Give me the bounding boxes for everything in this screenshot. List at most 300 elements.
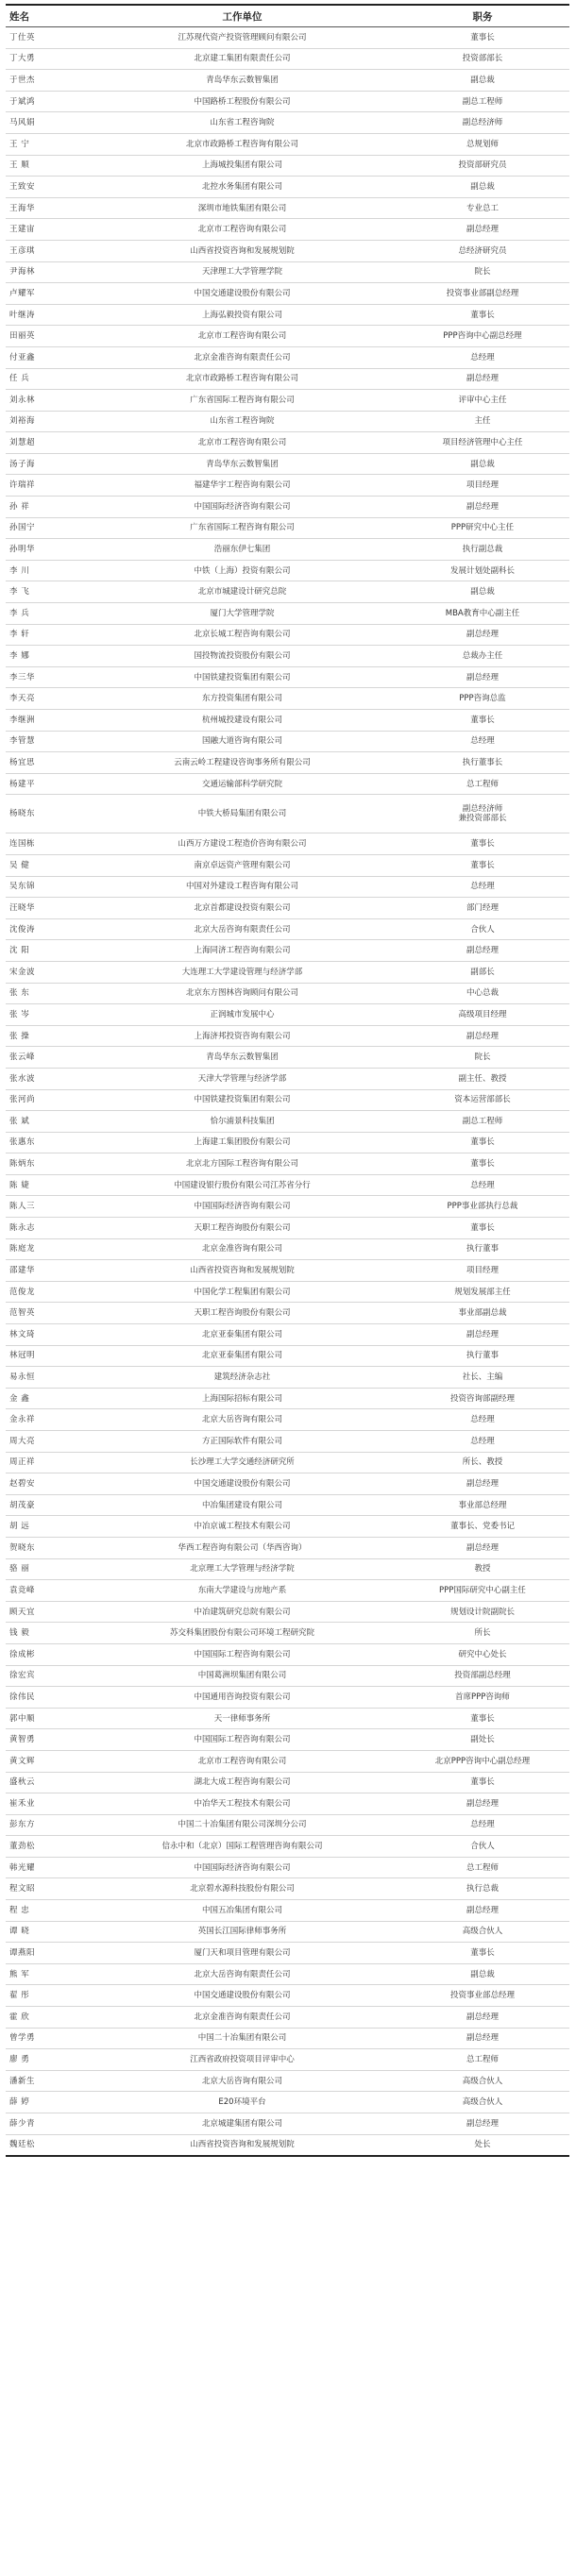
cell-title: 总经理 xyxy=(396,346,569,368)
cell-title: 董事长 xyxy=(396,833,569,855)
cell-unit: 中国国际工程咨询有限公司 xyxy=(89,1729,396,1751)
cell-title: 处长 xyxy=(396,2134,569,2156)
cell-name: 赵碧安 xyxy=(6,1473,89,1495)
cell-title: 投资部副总经理 xyxy=(396,1665,569,1687)
cell-name: 陈永志 xyxy=(6,1218,89,1239)
table-row xyxy=(6,1558,569,1580)
cell-name: 袁竞峰 xyxy=(6,1580,89,1602)
cell-name: 汤子海 xyxy=(6,453,89,475)
cell-name: 周正祥 xyxy=(6,1452,89,1473)
cell-title: 项目经济管理中心主任 xyxy=(396,432,569,454)
cell-unit: 北京金准咨询有限责任公司 xyxy=(89,2007,396,2029)
cell-title: 北京PPP咨询中心副总经理 xyxy=(396,1750,569,1772)
cell-unit: 中国五冶集团有限公司 xyxy=(89,1900,396,1922)
cell-unit: 山东省工程咨询院 xyxy=(89,411,396,432)
cell-name: 韩光耀 xyxy=(6,1857,89,1878)
cell-title: PPP国际研究中心副主任 xyxy=(396,1580,569,1602)
cell-title: 研究中心处长 xyxy=(396,1643,569,1665)
cell-title: 院长 xyxy=(396,261,569,283)
cell-unit: 北京长城工程咨询有限公司 xyxy=(89,624,396,646)
cell-title: 执行董事长 xyxy=(396,752,569,774)
cell-name: 任 兵 xyxy=(6,368,89,390)
cell-name: 叶继涛 xyxy=(6,304,89,326)
cell-title: 所长 xyxy=(396,1623,569,1644)
table-row xyxy=(6,1218,569,1239)
cell-unit: 大连理工大学建设管理与经济学部 xyxy=(89,961,396,983)
table-row xyxy=(6,1004,569,1026)
table-row xyxy=(6,1921,569,1943)
cell-unit: 交通运输部科学研究院 xyxy=(89,773,396,795)
cell-unit: E20环境平台 xyxy=(89,2092,396,2113)
cell-unit: 北京大岳咨询有限责任公司 xyxy=(89,918,396,940)
cell-title: 总工程师 xyxy=(396,2049,569,2071)
cell-name: 崔禾业 xyxy=(6,1793,89,1815)
cell-name: 刘裕海 xyxy=(6,411,89,432)
table-row xyxy=(6,1281,569,1303)
cell-unit: 北京建工集团有限责任公司 xyxy=(89,48,396,70)
cell-unit: 华西工程咨询有限公司（华西咨询） xyxy=(89,1537,396,1558)
cell-title: 总经理 xyxy=(396,1431,569,1453)
table-row xyxy=(6,1793,569,1815)
cell-unit: 广东省国际工程咨询有限公司 xyxy=(89,390,396,412)
table-row xyxy=(6,854,569,876)
table-row xyxy=(6,91,569,112)
cell-title: 高级合伙人 xyxy=(396,2092,569,2113)
cell-name: 于世杰 xyxy=(6,70,89,92)
cell-name: 沈俊涛 xyxy=(6,918,89,940)
table-row xyxy=(6,833,569,855)
cell-unit: 山西省投资咨询和发展规划院 xyxy=(89,240,396,261)
cell-unit: 厦门天和项目管理有限公司 xyxy=(89,1943,396,1964)
cell-name: 骆 丽 xyxy=(6,1558,89,1580)
table-row xyxy=(6,261,569,283)
cell-title: 总工程师 xyxy=(396,1857,569,1878)
cell-name: 许瑞祥 xyxy=(6,475,89,497)
cell-title: 副总经理 xyxy=(396,368,569,390)
cell-title: 高级合伙人 xyxy=(396,1921,569,1943)
cell-title: 部门经理 xyxy=(396,898,569,919)
cell-unit: 北京碧水源科技股份有限公司 xyxy=(89,1878,396,1900)
cell-unit: 福建华宇工程咨询有限公司 xyxy=(89,475,396,497)
cell-name: 钱 毅 xyxy=(6,1623,89,1644)
cell-unit: 国融大道咨询有限公司 xyxy=(89,731,396,752)
cell-title: 院长 xyxy=(396,1047,569,1069)
cell-name: 连国栋 xyxy=(6,833,89,855)
table-row xyxy=(6,2070,569,2092)
cell-title: 副总经理 xyxy=(396,1900,569,1922)
cell-title: 事业部副总裁 xyxy=(396,1303,569,1324)
table-row xyxy=(6,155,569,177)
table-row xyxy=(6,1985,569,2007)
cell-name: 盛秋云 xyxy=(6,1772,89,1793)
cell-name: 孙国宁 xyxy=(6,517,89,539)
cell-unit: 北京市城建设计研究总院 xyxy=(89,581,396,603)
cell-unit: 湖北大成工程咨询有限公司 xyxy=(89,1772,396,1793)
table-row xyxy=(6,1452,569,1473)
cell-title: 总经理 xyxy=(396,1409,569,1431)
cell-name: 田丽英 xyxy=(6,326,89,347)
cell-unit: 中铁大桥局集团有限公司 xyxy=(89,795,396,833)
cell-unit: 建筑经济杂志社 xyxy=(89,1367,396,1389)
table-row xyxy=(6,346,569,368)
table-row xyxy=(6,940,569,962)
cell-unit: 上海济邦投资咨询有限公司 xyxy=(89,1025,396,1047)
table-row xyxy=(6,1345,569,1367)
cell-unit: 浩丽东伊七集团 xyxy=(89,539,396,561)
cell-title: MBA教育中心副主任 xyxy=(396,603,569,625)
cell-name: 郭中顺 xyxy=(6,1708,89,1729)
cell-unit: 北京市工程咨询有限公司 xyxy=(89,219,396,241)
table-row xyxy=(6,1111,569,1133)
cell-title: 总规划师 xyxy=(396,133,569,155)
cell-name: 翟 彤 xyxy=(6,1985,89,2007)
cell-unit: 恰尔浦景科技集团 xyxy=(89,1111,396,1133)
cell-name: 张 东 xyxy=(6,983,89,1004)
table-row xyxy=(6,1643,569,1665)
cell-unit: 山西省投资咨询和发展规划院 xyxy=(89,1260,396,1282)
cell-name: 潘新生 xyxy=(6,2070,89,2092)
cell-name: 马风娟 xyxy=(6,112,89,134)
cell-name: 刘慧超 xyxy=(6,432,89,454)
cell-title: 副总裁 xyxy=(396,177,569,198)
cell-name: 卢耀军 xyxy=(6,283,89,305)
cell-name: 胡 远 xyxy=(6,1516,89,1538)
table-row xyxy=(6,710,569,732)
cell-name: 李三华 xyxy=(6,666,89,688)
cell-unit: 中国二十冶集团有限公司 xyxy=(89,2028,396,2049)
cell-title: 董事长 xyxy=(396,1708,569,1729)
table-row xyxy=(6,1836,569,1858)
table-row xyxy=(6,432,569,454)
cell-title: 投资事业部总经理 xyxy=(396,1985,569,2007)
cell-name: 谭燕阳 xyxy=(6,1943,89,1964)
cell-name: 宋金波 xyxy=(6,961,89,983)
cell-unit: 中冶华天工程技术有限公司 xyxy=(89,1793,396,1815)
cell-unit: 青岛华东云数智集团 xyxy=(89,453,396,475)
table-header xyxy=(6,5,569,27)
table-row xyxy=(6,1494,569,1516)
cell-unit: 中国化学工程集团有限公司 xyxy=(89,1281,396,1303)
table-row xyxy=(6,1729,569,1751)
cell-name: 顾天宜 xyxy=(6,1601,89,1623)
cell-name: 陈人三 xyxy=(6,1196,89,1218)
table-row xyxy=(6,1814,569,1836)
cell-unit: 中国交通建设股份有限公司 xyxy=(89,283,396,305)
cell-name: 王海华 xyxy=(6,197,89,219)
cell-name: 尹海林 xyxy=(6,261,89,283)
cell-unit: 北京北方国际工程咨询有限公司 xyxy=(89,1153,396,1175)
cell-name: 李 飞 xyxy=(6,581,89,603)
cell-title: 合伙人 xyxy=(396,918,569,940)
cell-name: 贺晓东 xyxy=(6,1537,89,1558)
table-row xyxy=(6,1857,569,1878)
cell-title: 副总经济师 xyxy=(396,112,569,134)
cell-unit: 中冶京诚工程技术有限公司 xyxy=(89,1516,396,1538)
header-row xyxy=(6,5,569,27)
cell-title: 资本运营部部长 xyxy=(396,1089,569,1111)
cell-unit: 天津理工大学管理学院 xyxy=(89,261,396,283)
table-row xyxy=(6,752,569,774)
cell-name: 杨晓东 xyxy=(6,795,89,833)
cell-title: 高级项目经理 xyxy=(396,1004,569,1026)
cell-title: 副总经理 xyxy=(396,2028,569,2049)
table-row xyxy=(6,2134,569,2156)
cell-unit: 北京东方图林咨询顾问有限公司 xyxy=(89,983,396,1004)
table-row xyxy=(6,983,569,1004)
cell-title: 董事长 xyxy=(396,304,569,326)
cell-unit: 天津大学管理与经济学部 xyxy=(89,1068,396,1089)
cell-title: 总经理 xyxy=(396,1174,569,1196)
cell-title: 副总经理 xyxy=(396,2113,569,2135)
cell-name: 李 娜 xyxy=(6,646,89,667)
cell-unit: 中国国际经济咨询有限公司 xyxy=(89,497,396,518)
cell-name: 李管慧 xyxy=(6,731,89,752)
cell-title: 专业总工 xyxy=(396,197,569,219)
cell-title: 副总经理 xyxy=(396,1025,569,1047)
cell-name: 丁大勇 xyxy=(6,48,89,70)
cell-name: 刘永林 xyxy=(6,390,89,412)
cell-unit: 北京首都建设投资有限公司 xyxy=(89,898,396,919)
cell-title: 执行总裁 xyxy=(396,1878,569,1900)
cell-name: 易永恒 xyxy=(6,1367,89,1389)
cell-name: 董劲松 xyxy=(6,1836,89,1858)
table-row xyxy=(6,795,569,833)
table-row xyxy=(6,1409,569,1431)
cell-unit: 上海国际招标有限公司 xyxy=(89,1388,396,1409)
cell-title: 副总工程师 xyxy=(396,91,569,112)
table-row xyxy=(6,27,569,49)
cell-unit: 北京亚泰集团有限公司 xyxy=(89,1324,396,1346)
cell-unit: 苏交科集团股份有限公司环境工程研究院 xyxy=(89,1623,396,1644)
table-row xyxy=(6,1537,569,1558)
cell-title: 执行董事 xyxy=(396,1238,569,1260)
cell-title: PPP事业部执行总裁 xyxy=(396,1196,569,1218)
cell-unit: 中国通用咨询投资有限公司 xyxy=(89,1687,396,1709)
cell-name: 徐伟民 xyxy=(6,1687,89,1709)
cell-name: 王致安 xyxy=(6,177,89,198)
cell-unit: 北控水务集团有限公司 xyxy=(89,177,396,198)
cell-unit: 天职工程咨询股份有限公司 xyxy=(89,1303,396,1324)
cell-title: 评审中心主任 xyxy=(396,390,569,412)
table-row xyxy=(6,2092,569,2113)
cell-name: 李 川 xyxy=(6,560,89,581)
table-row xyxy=(6,1260,569,1282)
cell-name: 吴东锦 xyxy=(6,876,89,898)
table-row xyxy=(6,497,569,518)
cell-unit: 国投物流投资股份有限公司 xyxy=(89,646,396,667)
table-row xyxy=(6,1623,569,1644)
table-row xyxy=(6,1516,569,1538)
cell-name: 薛 婷 xyxy=(6,2092,89,2113)
header-name: 姓名 xyxy=(6,5,89,27)
table-row xyxy=(6,731,569,752)
table-row xyxy=(6,48,569,70)
table-row xyxy=(6,581,569,603)
cell-title: 中心总裁 xyxy=(396,983,569,1004)
cell-name: 杨宜思 xyxy=(6,752,89,774)
cell-unit: 上海建工集团股份有限公司 xyxy=(89,1132,396,1153)
cell-name: 李 轩 xyxy=(6,624,89,646)
table-row xyxy=(6,112,569,134)
table-row xyxy=(6,1367,569,1389)
cell-name: 陈炳东 xyxy=(6,1153,89,1175)
cell-title: 董事长 xyxy=(396,1943,569,1964)
cell-unit: 长沙理工大学交通经济研究所 xyxy=(89,1452,396,1473)
cell-unit: 中冶集团建设有限公司 xyxy=(89,1494,396,1516)
cell-unit: 上海城投集团有限公司 xyxy=(89,155,396,177)
cell-unit: 正润城市发展中心 xyxy=(89,1004,396,1026)
cell-name: 张 岑 xyxy=(6,1004,89,1026)
cell-title: 所长、教授 xyxy=(396,1452,569,1473)
cell-unit: 山西万方建设工程造价咨询有限公司 xyxy=(89,833,396,855)
table-row xyxy=(6,539,569,561)
cell-name: 谭 晓 xyxy=(6,1921,89,1943)
cell-unit: 中国国际经济咨询有限公司 xyxy=(89,1857,396,1878)
cell-unit: 北京市政路桥工程咨询有限公司 xyxy=(89,133,396,155)
table-row xyxy=(6,1963,569,1985)
cell-unit: 中国国际经济咨询有限公司 xyxy=(89,1196,396,1218)
cell-name: 周大亮 xyxy=(6,1431,89,1453)
cell-name: 陈庭龙 xyxy=(6,1238,89,1260)
table-row xyxy=(6,240,569,261)
cell-name: 王建宙 xyxy=(6,219,89,241)
cell-name: 孙明华 xyxy=(6,539,89,561)
cell-name: 张云峰 xyxy=(6,1047,89,1069)
cell-unit: 上海弘毅投资有限公司 xyxy=(89,304,396,326)
cell-unit: 青岛华东云数智集团 xyxy=(89,70,396,92)
cell-title: 总经理 xyxy=(396,1814,569,1836)
table-row xyxy=(6,1580,569,1602)
cell-name: 张河尚 xyxy=(6,1089,89,1111)
cell-unit: 北京大岳咨询有限公司 xyxy=(89,1409,396,1431)
cell-title: 总经济研究员 xyxy=(396,240,569,261)
table-row xyxy=(6,1687,569,1709)
cell-unit: 东方投资集团有限公司 xyxy=(89,688,396,710)
cell-unit: 杭州城投建设有限公司 xyxy=(89,710,396,732)
table-row xyxy=(6,517,569,539)
cell-title: 社长、主编 xyxy=(396,1367,569,1389)
cell-title: 副总经理 xyxy=(396,1537,569,1558)
cell-name: 于斌鸿 xyxy=(6,91,89,112)
cell-unit: 中国路桥工程股份有限公司 xyxy=(89,91,396,112)
table-row xyxy=(6,876,569,898)
cell-unit: 南京卓远资产管理有限公司 xyxy=(89,854,396,876)
table-row xyxy=(6,666,569,688)
cell-title: 副总裁 xyxy=(396,581,569,603)
cell-unit: 北京市工程咨询有限公司 xyxy=(89,1750,396,1772)
table-row xyxy=(6,1900,569,1922)
cell-name: 张 斌 xyxy=(6,1111,89,1133)
table-row xyxy=(6,1303,569,1324)
cell-title: 发展计划处副科长 xyxy=(396,560,569,581)
table-row xyxy=(6,283,569,305)
cell-unit: 中铁（上海）投资有限公司 xyxy=(89,560,396,581)
cell-unit: 北京理工大学管理与经济学院 xyxy=(89,1558,396,1580)
cell-unit: 中国葛洲坝集团有限公司 xyxy=(89,1665,396,1687)
cell-title: 主任 xyxy=(396,411,569,432)
table-row xyxy=(6,624,569,646)
table-row xyxy=(6,1153,569,1175)
cell-title: 首席PPP咨询师 xyxy=(396,1687,569,1709)
cell-unit: 北京金准咨询有限公司 xyxy=(89,1238,396,1260)
cell-title: 副总经理 xyxy=(396,940,569,962)
cell-name: 程 忠 xyxy=(6,1900,89,1922)
cell-unit: 北京金准咨询有限责任公司 xyxy=(89,346,396,368)
cell-name: 吴 健 xyxy=(6,854,89,876)
table-row xyxy=(6,368,569,390)
table-row xyxy=(6,1473,569,1495)
table-row xyxy=(6,1665,569,1687)
cell-name: 沈 阳 xyxy=(6,940,89,962)
table-row xyxy=(6,898,569,919)
cell-name: 陈 婕 xyxy=(6,1174,89,1196)
cell-title: 董事长 xyxy=(396,1153,569,1175)
table-row xyxy=(6,197,569,219)
table-row xyxy=(6,1772,569,1793)
cell-title: 投资咨询部副经理 xyxy=(396,1388,569,1409)
table-row xyxy=(6,560,569,581)
cell-name: 黄文辉 xyxy=(6,1750,89,1772)
cell-unit: 云南云岭工程建设咨询事务所有限公司 xyxy=(89,752,396,774)
cell-title: 董事长、党委书记 xyxy=(396,1516,569,1538)
table-row xyxy=(6,2049,569,2071)
cell-title: 投资事业部副总经理 xyxy=(396,283,569,305)
table-row xyxy=(6,1750,569,1772)
cell-unit: 中冶建筑研究总院有限公司 xyxy=(89,1601,396,1623)
cell-title: 董事长 xyxy=(396,1772,569,1793)
cell-name: 彭东方 xyxy=(6,1814,89,1836)
table-row xyxy=(6,603,569,625)
cell-name: 胡茂豪 xyxy=(6,1494,89,1516)
cell-unit: 中国对外建设工程咨询有限公司 xyxy=(89,876,396,898)
cell-title: 高级合伙人 xyxy=(396,2070,569,2092)
cell-unit: 方正国际软件有限公司 xyxy=(89,1431,396,1453)
cell-title: 董事长 xyxy=(396,1132,569,1153)
cell-title: 合伙人 xyxy=(396,1836,569,1858)
cell-name: 汪晓华 xyxy=(6,898,89,919)
cell-unit: 广东省国际工程咨询有限公司 xyxy=(89,517,396,539)
cell-name: 张水波 xyxy=(6,1068,89,1089)
cell-title: 董事长 xyxy=(396,1218,569,1239)
table-row xyxy=(6,1708,569,1729)
header-unit: 工作单位 xyxy=(89,5,396,27)
cell-title: 投资部研究员 xyxy=(396,155,569,177)
cell-title: 规划设计院副院长 xyxy=(396,1601,569,1623)
cell-title: 副总经理 xyxy=(396,2007,569,2029)
cell-name: 徐宏宾 xyxy=(6,1665,89,1687)
cell-name: 熊 军 xyxy=(6,1963,89,1985)
table-row xyxy=(6,133,569,155)
cell-title: 副总经济师 兼投资部部长 xyxy=(396,795,569,833)
cell-title: 总裁办主任 xyxy=(396,646,569,667)
cell-title: 项目经理 xyxy=(396,1260,569,1282)
cell-name: 张惠东 xyxy=(6,1132,89,1153)
cell-unit: 江西省政府投资项目评审中心 xyxy=(89,2049,396,2071)
header-title: 职务 xyxy=(396,5,569,27)
table-row xyxy=(6,1878,569,1900)
cell-name: 林文琦 xyxy=(6,1324,89,1346)
cell-title: 总经理 xyxy=(396,876,569,898)
cell-unit: 中国交通建设股份有限公司 xyxy=(89,1473,396,1495)
table-row xyxy=(6,918,569,940)
cell-name: 林冠明 xyxy=(6,1345,89,1367)
table-row xyxy=(6,1068,569,1089)
cell-name: 金 鑫 xyxy=(6,1388,89,1409)
cell-unit: 山东省工程咨询院 xyxy=(89,112,396,134)
cell-unit: 中国交通建设股份有限公司 xyxy=(89,1985,396,2007)
cell-name: 魏廷松 xyxy=(6,2134,89,2156)
table-row xyxy=(6,475,569,497)
